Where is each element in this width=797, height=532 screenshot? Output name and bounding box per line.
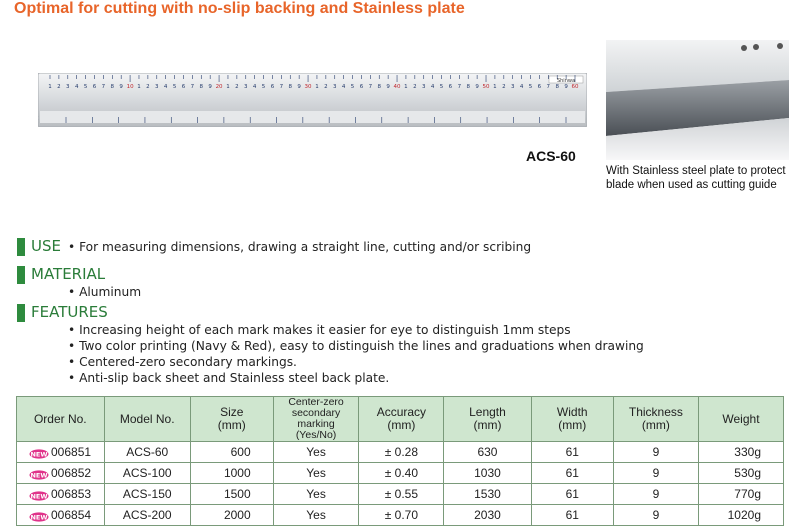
svg-text:NEW: NEW — [30, 450, 48, 459]
ruler-top-tick-label: 1 — [315, 84, 319, 90]
ruler-top-tick-label: 9 — [564, 84, 568, 90]
ruler-top-tick-label: 8 — [555, 84, 559, 90]
ruler-top-tick-label: 1 — [493, 84, 497, 90]
ruler-top-tick-label: 8 — [288, 84, 293, 90]
header-order-no: Order No. — [17, 397, 105, 442]
brand-text: Shinwa — [556, 78, 576, 84]
ruler-top-tick-label: 5 — [350, 84, 355, 90]
svg-text:NEW: NEW — [30, 513, 48, 522]
ruler-top-tick-label: 6 — [181, 84, 186, 90]
ruler-top-tick-label: 5 — [172, 84, 177, 90]
thickness-cell: 9 — [613, 484, 698, 505]
ruler-top-tick-label: 5 — [439, 84, 444, 90]
ruler-top-tick-label: 7 — [101, 84, 106, 90]
ruler-top-tick-label: 1 — [226, 84, 230, 90]
ruler-top-tick-label: 2 — [324, 84, 328, 90]
header-width: Width (mm) — [531, 397, 613, 442]
material-section-bar — [17, 266, 25, 284]
ruler-top-tick-label: 20 — [215, 84, 223, 90]
feature-item: • Two color printing (Navy & Red), easy to distinguish the lines and graduations when drawing — [68, 339, 644, 353]
new-badge-icon — [29, 511, 49, 521]
svg-text:NEW: NEW — [30, 492, 48, 501]
ruler-top-tick-label: 1 — [48, 84, 52, 90]
model-no-cell: ACS-60 — [104, 442, 190, 463]
material-item: • Aluminum — [68, 285, 142, 299]
weight-cell: 330g — [698, 442, 783, 463]
ruler-top-tick-label: 2 — [57, 84, 61, 90]
ruler-top-tick-label: 9 — [297, 84, 301, 90]
use-title: USE — [31, 237, 61, 255]
ruler-image — [38, 73, 587, 127]
table-row — [17, 442, 784, 463]
width-cell: 61 — [531, 484, 613, 505]
accuracy-cell: ± 0.70 — [359, 505, 444, 526]
use-section-bar — [17, 238, 25, 256]
order-no-cell: NEW 006854 — [17, 505, 105, 526]
ruler-top-tick-label: 6 — [359, 84, 364, 90]
ruler-top-tick-label: 3 — [66, 84, 70, 90]
ruler-top-tick-label: 3 — [332, 84, 337, 90]
ruler-top-tick-label: 7 — [546, 84, 551, 90]
ruler-top-tick-label: 10 — [126, 84, 134, 90]
model-no-cell: ACS-200 — [104, 505, 190, 526]
ruler-top-tick-label: 2 — [146, 84, 150, 90]
center-zero-cell: Yes — [273, 484, 359, 505]
weight-cell: 530g — [698, 463, 783, 484]
ruler-top-tick-label: 6 — [92, 84, 97, 90]
header-thickness: Thickness (mm) — [613, 397, 698, 442]
order-no-cell: NEW 006853 — [17, 484, 105, 505]
features-section-bar — [17, 304, 25, 322]
header-accuracy: Accuracy (mm) — [359, 397, 444, 442]
length-cell: 1030 — [444, 463, 531, 484]
model-no-cell: ACS-150 — [104, 484, 190, 505]
ruler-top-tick-label: 6 — [448, 84, 453, 90]
ruler-top-tick-label: 30 — [304, 84, 312, 90]
thickness-cell: 9 — [613, 463, 698, 484]
width-cell: 61 — [531, 505, 613, 526]
header-center-zero: Center-zero secondary marking (Yes/No) — [273, 397, 359, 442]
ruler-top-tick-label: 5 — [261, 84, 266, 90]
new-badge-icon — [29, 490, 49, 500]
ruler-top-tick-label: 6 — [270, 84, 275, 90]
ruler-top-tick-label: 7 — [279, 84, 284, 90]
size-cell: 1000 — [190, 463, 273, 484]
accuracy-cell: ± 0.28 — [359, 442, 444, 463]
ruler-top-tick-label: 2 — [413, 84, 417, 90]
headline: Optimal for cutting with no-slip backing and Stainless plate — [14, 0, 465, 17]
ruler-top-tick-label: 4 — [74, 84, 79, 90]
size-cell: 2000 — [190, 505, 273, 526]
model-no-cell: ACS-100 — [104, 463, 190, 484]
weight-cell: 770g — [698, 484, 783, 505]
ruler-top-tick-label: 60 — [571, 84, 579, 90]
header-weight: Weight — [698, 397, 783, 442]
center-zero-cell: Yes — [273, 442, 359, 463]
center-zero-cell: Yes — [273, 463, 359, 484]
ruler-top-tick-label: 3 — [421, 84, 426, 90]
width-cell: 61 — [531, 442, 613, 463]
ruler-bottom-tick-label — [38, 114, 39, 120]
feature-item: • Centered-zero secondary markings. — [68, 355, 297, 369]
ruler-top-tick-label: 3 — [155, 84, 159, 90]
ruler-top-tick-label: 9 — [386, 84, 390, 90]
length-cell: 630 — [444, 442, 531, 463]
ruler-top-tick-label: 40 — [393, 84, 401, 90]
feature-item: • Anti-slip back sheet and Stainless steel back plate. — [68, 371, 390, 385]
ruler-top-tick-label: 4 — [341, 84, 346, 90]
ruler-top-tick-label: 7 — [368, 84, 373, 90]
ruler-top-tick-label: 8 — [199, 84, 204, 90]
ruler-top-tick-label: 9 — [119, 84, 123, 90]
accuracy-cell: ± 0.55 — [359, 484, 444, 505]
length-cell: 1530 — [444, 484, 531, 505]
table-row — [17, 463, 784, 484]
ruler-top-tick-label: 5 — [83, 84, 88, 90]
table-header-row — [17, 397, 784, 442]
stainless-plate-photo — [606, 40, 789, 160]
material-title: MATERIAL — [31, 265, 106, 283]
ruler-top-tick-label: 8 — [110, 84, 115, 90]
thickness-cell: 9 — [613, 442, 698, 463]
header-length: Length (mm) — [444, 397, 531, 442]
width-cell: 61 — [531, 463, 613, 484]
use-text: • For measuring dimensions, drawing a straight line, cutting and/or scribing — [68, 240, 532, 254]
table-row — [17, 484, 784, 505]
new-badge-icon — [29, 448, 49, 458]
table-row — [17, 505, 784, 526]
ruler-top-tick-label: 1 — [137, 84, 141, 90]
new-badge-icon — [29, 469, 49, 479]
ruler-top-tick-label: 3 — [510, 84, 515, 90]
ruler-top-tick-label: 2 — [502, 84, 506, 90]
photo-caption: With Stainless steel plate to protect blade when used as cutting guide — [606, 165, 786, 191]
svg-text:NEW: NEW — [30, 471, 48, 480]
ruler-top-tick-label: 5 — [528, 84, 533, 90]
ruler-top-tick-label: 9 — [475, 84, 479, 90]
weight-cell: 1020g — [698, 505, 783, 526]
thickness-cell: 9 — [613, 505, 698, 526]
size-cell: 1500 — [190, 484, 273, 505]
ruler-top-tick-label: 2 — [235, 84, 239, 90]
ruler-top-tick-label: 4 — [519, 84, 524, 90]
model-label: ACS-60 — [526, 148, 576, 164]
size-cell: 600 — [190, 442, 273, 463]
center-zero-cell: Yes — [273, 505, 359, 526]
ruler-top-tick-label: 1 — [404, 84, 408, 90]
header-model-no: Model No. — [104, 397, 190, 442]
features-title: FEATURES — [31, 303, 108, 321]
ruler-top-tick-label: 4 — [430, 84, 435, 90]
length-cell: 2030 — [444, 505, 531, 526]
feature-item: • Increasing height of each mark makes it easier for eye to distinguish 1mm steps — [68, 323, 571, 337]
ruler-top-tick-label: 9 — [208, 84, 212, 90]
ruler-top-tick-label: 8 — [377, 84, 381, 90]
ruler-top-tick-label: 4 — [163, 84, 168, 90]
ruler-top-tick-label: 7 — [457, 84, 462, 90]
order-no-cell: NEW 006851 — [17, 442, 105, 463]
spec-table — [16, 396, 784, 526]
accuracy-cell: ± 0.40 — [359, 463, 444, 484]
order-no-cell: NEW 006852 — [17, 463, 105, 484]
ruler-top-tick-label: 6 — [537, 84, 542, 90]
ruler-top-tick-label: 3 — [244, 84, 248, 90]
ruler-top-tick-label: 50 — [482, 84, 490, 90]
header-size: Size (mm) — [190, 397, 273, 442]
ruler-top-tick-label: 4 — [252, 84, 257, 90]
ruler-top-tick-label: 8 — [466, 84, 470, 90]
ruler-top-tick-label: 7 — [190, 84, 195, 90]
